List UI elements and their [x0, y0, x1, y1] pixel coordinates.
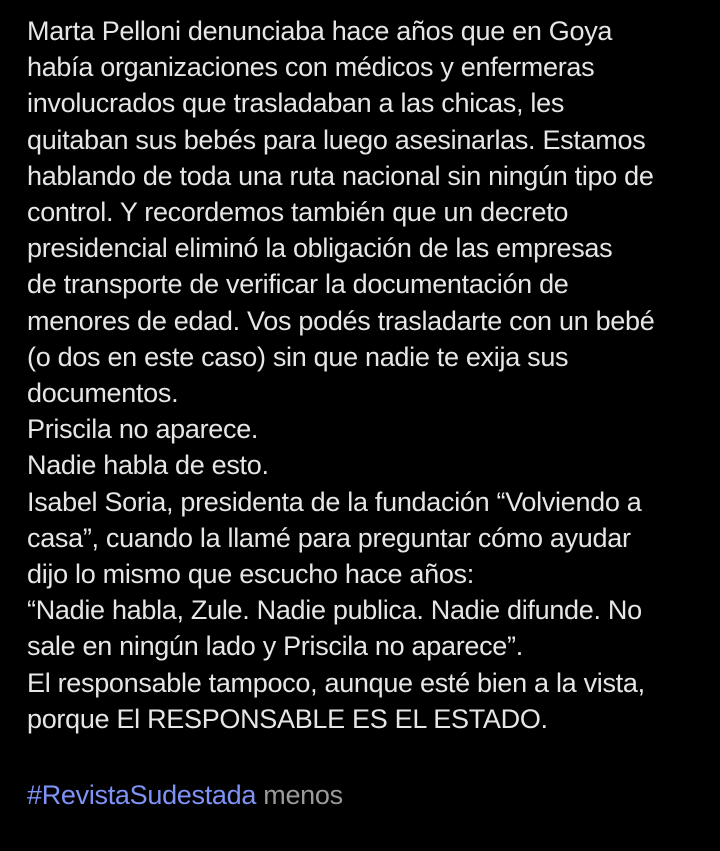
post-line: de transporte de verificar la documentación de — [27, 269, 569, 300]
paragraph-spacer — [27, 737, 700, 773]
show-less-link[interactable]: menos — [263, 780, 343, 811]
post-line: sale en ningún lado y Priscila no aparece”. — [27, 631, 523, 662]
post-line: control. Y recordemos también que un decreto — [27, 197, 569, 228]
post-line: Marta Pelloni denunciaba hace años que en Goya — [27, 16, 613, 46]
post-line: presidencial eliminó la obligación de las empresas — [27, 233, 613, 264]
post-line: Nadie habla de esto. — [27, 450, 269, 481]
post-line: dijo lo mismo que escucho hace años: — [27, 559, 474, 590]
post-footer — [27, 777, 700, 813]
post-line: porque El RESPONSABLE ES EL ESTADO. — [27, 703, 548, 734]
post-line: quitaban sus bebés para luego asesinarlas. Estamos — [27, 124, 646, 155]
post-line: hablando de toda una ruta nacional sin ningún tipo de — [27, 160, 654, 191]
post-line: “Nadie habla, Zule. Nadie publica. Nadie difunde. No — [27, 595, 642, 626]
post-line: menores de edad. Vos podés trasladarte con un bebé — [27, 305, 655, 336]
post-line: El responsable tampoco, aunque esté bien a la vista, — [27, 667, 645, 698]
post-line: había organizaciones con médicos y enfermeras — [27, 52, 595, 83]
post-line: involucrados que trasladaban a las chicas, les — [27, 88, 565, 119]
hashtag-link[interactable]: #RevistaSudestada — [27, 780, 257, 811]
post-line: documentos. — [27, 378, 179, 409]
post-line: casa”, cuando la llamé para preguntar cómo ayudar — [27, 522, 631, 553]
post-line: Isabel Soria, presidenta de la fundación “Volviendo a — [27, 486, 642, 517]
post-line: (o dos en este caso) sin que nadie te exija sus — [27, 341, 569, 372]
post-line: Priscila no aparece. — [27, 414, 259, 445]
